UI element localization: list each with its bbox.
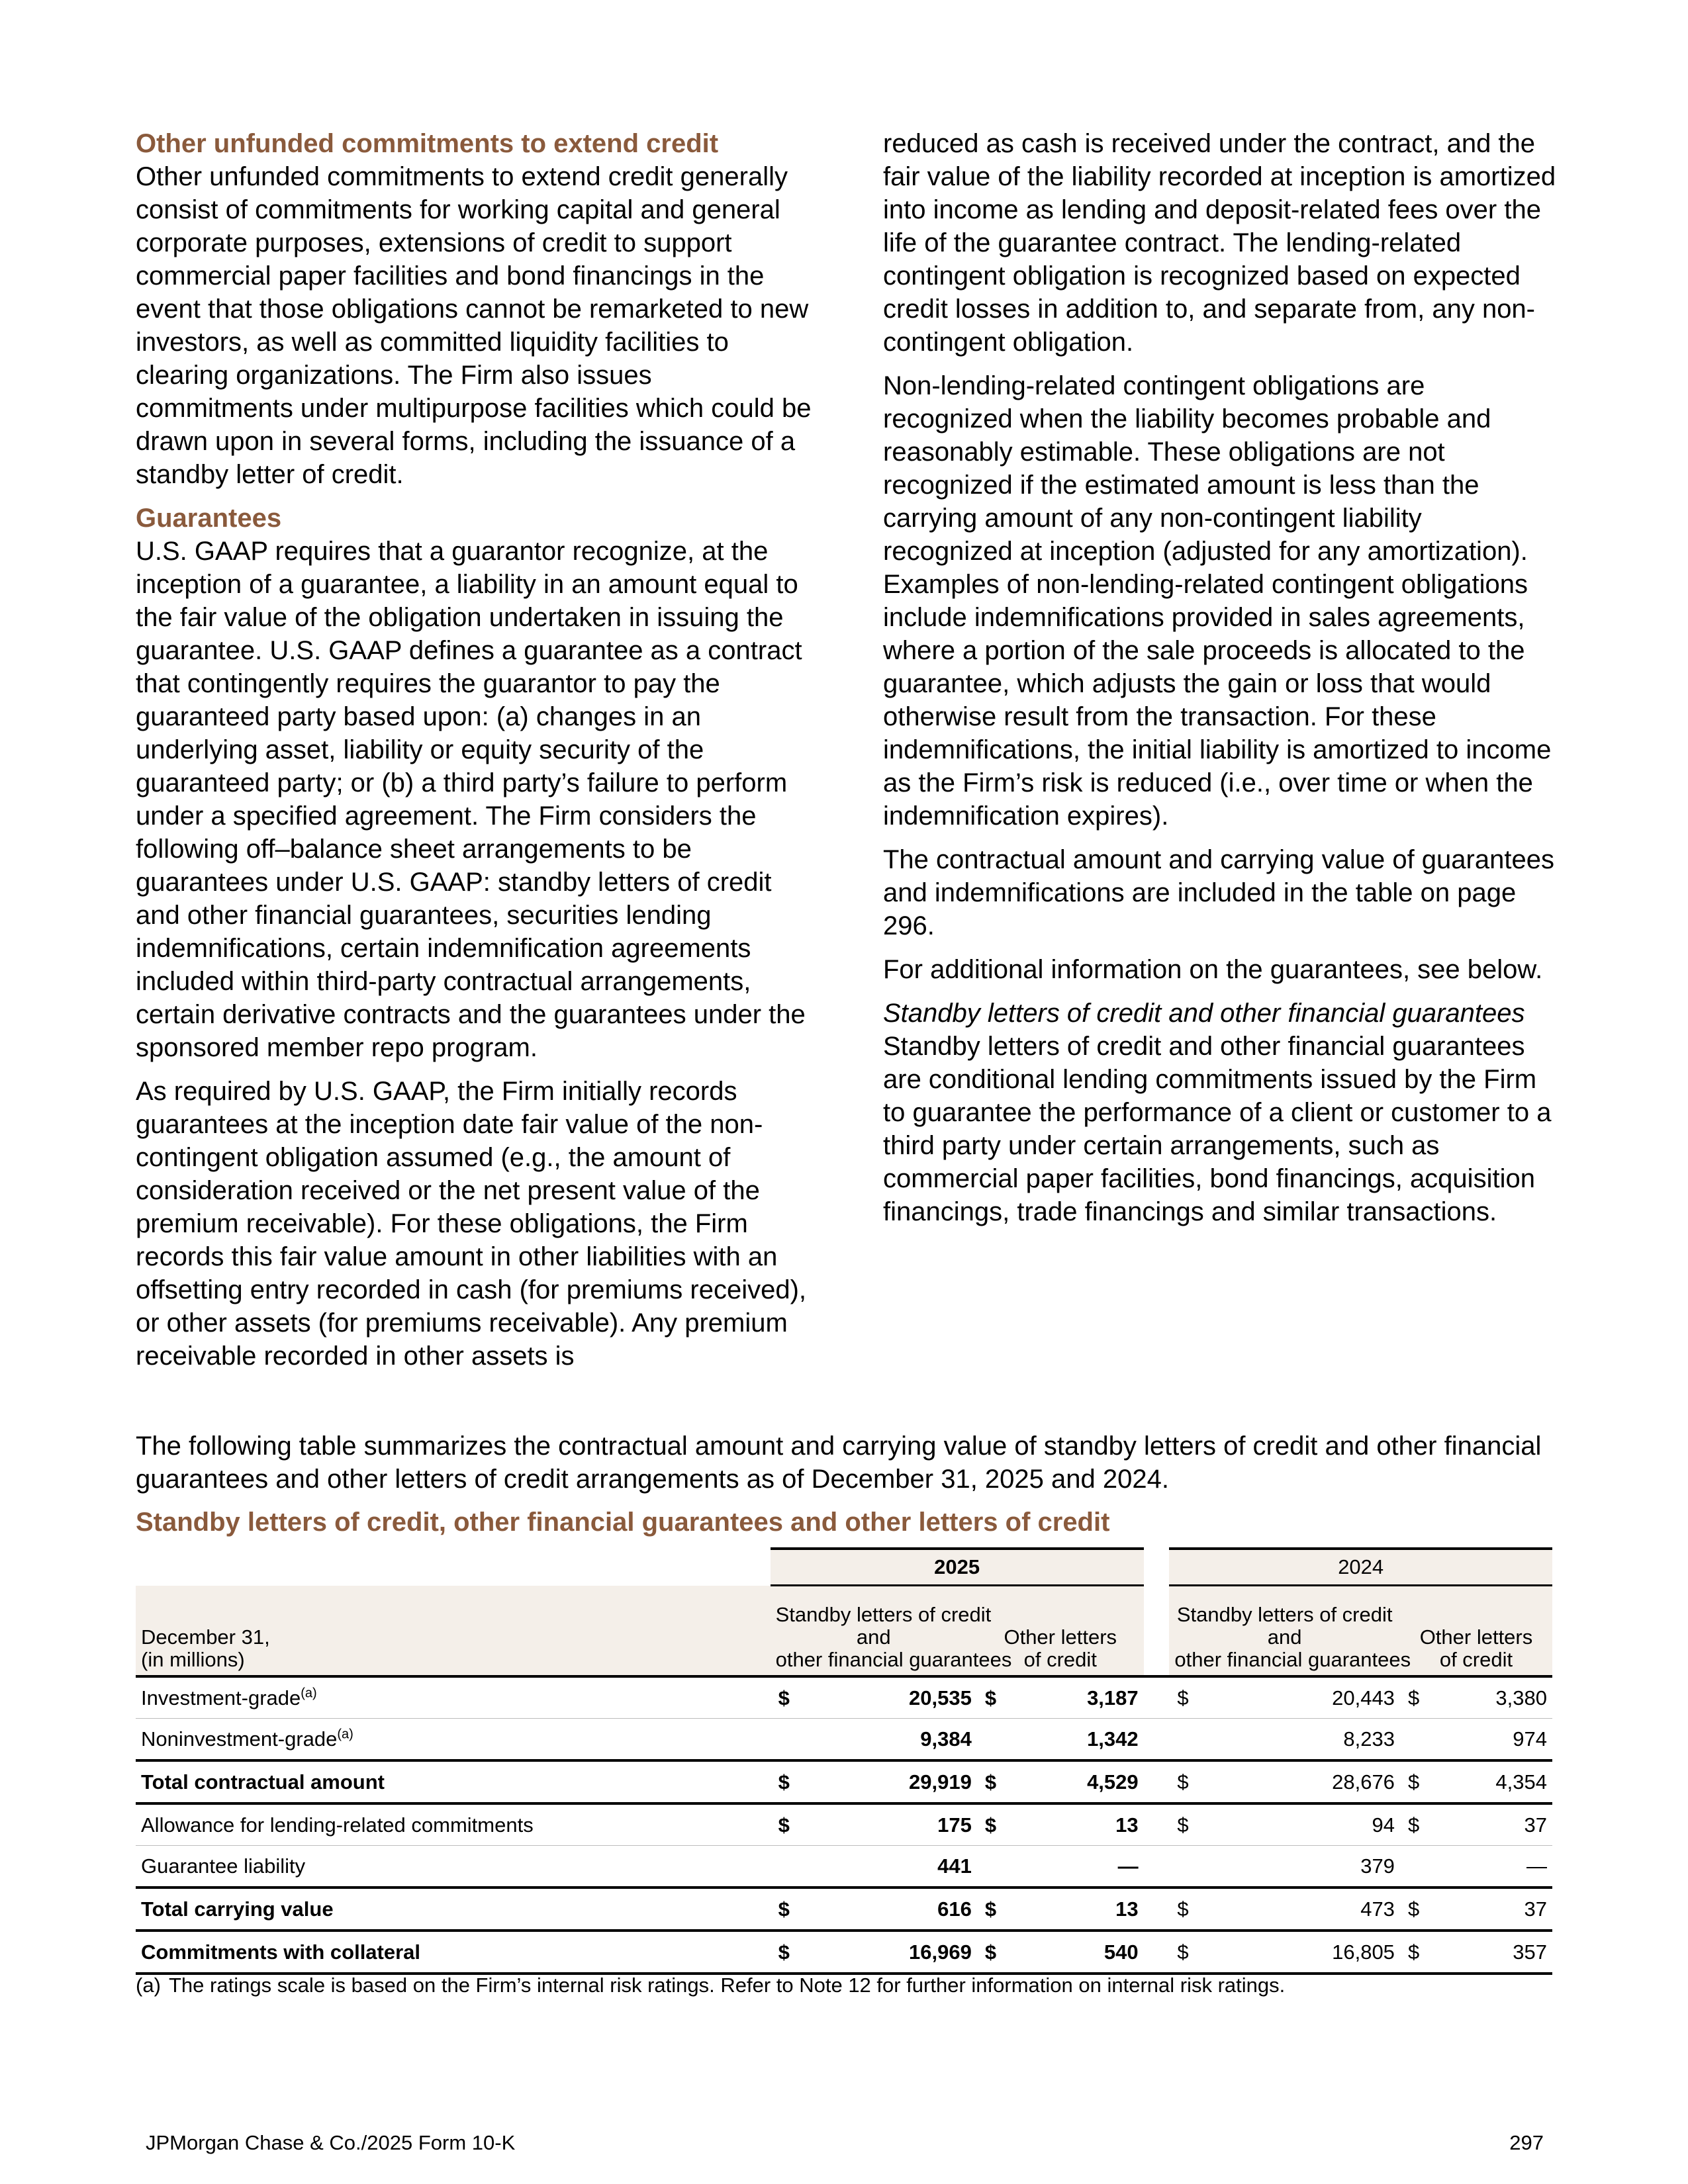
dollar-sign: $ [1169,1676,1225,1719]
table-row-total [136,1888,1552,1931]
cell-value: 9,384 [826,1719,977,1761]
cell-value: 357 [1464,1931,1552,1974]
dollar-sign: $ [977,1888,1041,1931]
cell-value: 4,354 [1464,1760,1552,1803]
col-header-other-2024: Other letters of credit [1400,1586,1552,1677]
cell-value: 13 [1041,1803,1144,1846]
cell-value: 3,187 [1041,1676,1144,1719]
dollar-sign: $ [1169,1888,1225,1931]
table-row [136,1719,1552,1761]
paragraph: reduced as cash is received under the contract, and the fair value of the liability recorded at inception is amortized into income as lending and deposit-related fees over the life of the guarantee contract. The lending-related contingent obligation is recognized based on expected credit losses in addition to, and separate from, any non-contingent obligation. [883,129,1556,357]
section-body: Other unfunded commitments to extend credit generally consist of commitments for working capital and general corporate purposes, extensions of credit to support commercial paper facilities and bond financings in the event that those obligations cannot be remarketed to new investors, as well as committed liquidity facilities to clearing organizations. The Firm also issues commitments under multipurpose facilities which could be drawn upon in several forms, including the issuance of a standby letter of credit. [136,162,812,489]
table-year-row [136,1549,1552,1586]
dollar-sign: $ [1169,1760,1225,1803]
cell-value: 974 [1464,1719,1552,1761]
cell-value: 540 [1041,1931,1144,1974]
cell-value: — [1464,1846,1552,1888]
dollar-sign [771,1846,827,1888]
dollar-sign [1400,1719,1464,1761]
cell-value: 16,805 [1225,1931,1400,1974]
section-standby-letters [883,997,1558,1228]
dollar-sign: $ [977,1931,1041,1974]
cell-value: 37 [1464,1888,1552,1931]
table-row-total [136,1760,1552,1803]
cell-value: 379 [1225,1846,1400,1888]
section-unfunded-commitments [136,127,814,491]
section-body: U.S. GAAP requires that a guarantor recognize, at the inception of a guarantee, a liability in an amount equal to the fair value of the obligation undertaken in issuing the guarantee. U.S. GAAP defines a guarantee as a contract that contingently requires the guarantor to pay the guaranteed party based upon: (a) changes in an underlying asset, liability or equity security of the guaranteed party; or (b) a third party’s failure to perform under a specified agreement. The Firm considers the following off–balance sheet arrangements to be guarantees under U.S. GAAP: standby letters of credit and other financial guarantees, securities lending indemnifications, certain indemnification agreements included within third-party contractual arrangements, certain derivative contracts and the guarantees under the sponsored member repo program. [136,537,806,1062]
cell-value: 3,380 [1464,1676,1552,1719]
table-row [136,1803,1552,1846]
cell-value: 616 [826,1888,977,1931]
left-column [136,127,814,1383]
col-header-standby-2025: Standby letters of credit and other financial guarantees [771,1586,977,1677]
dollar-sign: $ [977,1760,1041,1803]
dollar-sign [977,1719,1041,1761]
page-footer-source: JPMorgan Chase & Co./2025 Form 10-K [146,2131,516,2154]
dollar-sign: $ [1400,1888,1464,1931]
col-header-other-2025: Other letters of credit [977,1586,1144,1677]
cell-value: — [1041,1846,1144,1888]
section-heading: Other unfunded commitments to extend credit [136,129,719,158]
dollar-sign: $ [1169,1803,1225,1846]
cell-value: 37 [1464,1803,1552,1846]
dollar-sign: $ [1400,1676,1464,1719]
cell-value: 13 [1041,1888,1144,1931]
year-2024-header: 2024 [1169,1549,1552,1586]
cell-value: 20,535 [826,1676,977,1719]
dollar-sign: $ [977,1803,1041,1846]
footnote-text: The ratings scale is based on the Firm’s internal risk ratings. Refer to Note 12 for further information on internal risk ratings. [169,1974,1286,1997]
row-label: Noninvestment-grade$^{(a)}$ [136,1719,771,1761]
table-column-header-row [136,1586,1552,1677]
cell-value: 16,969 [826,1931,977,1974]
guarantees-table [136,1547,1552,1975]
table-intro: The following table summarizes the contractual amount and carrying value of standby letters of credit and other financial guarantees and other letters of credit arrangements as of December 31, 2025 and 2024. [136,1432,1542,1494]
section-guarantees [136,502,814,1064]
cell-value: 94 [1225,1803,1400,1846]
dollar-sign: $ [1400,1931,1464,1974]
dollar-sign [771,1719,827,1761]
dollar-sign: $ [771,1760,827,1803]
section-heading: Guarantees [136,504,282,533]
row-label: Allowance for lending-related commitments [136,1803,771,1846]
row-label: Total contractual amount [136,1760,771,1803]
dollar-sign: $ [771,1803,827,1846]
cell-value: 8,233 [1225,1719,1400,1761]
row-label: Guarantee liability [136,1846,771,1888]
paragraph: Non-lending-related contingent obligations are recognized when the liability becomes probable and reasonably estimable. These obligations are not recognized if the estimated amount is less than the carrying amount of any non-contingent liability recognized at inception (adjusted for any amortization). Examples of non-lending-related contingent obligations include indemnifications provided in sales agreements, where a portion of the sale proceeds is allocated to the guarantee, which adjusts the gain or loss that would otherwise result from the transaction. For these indemnifications, the initial liability is amortized to income as the Firm’s risk is reduced (i.e., over time or when the indemnification expires). [883,371,1552,831]
page-number: 297 [1509,2131,1544,2154]
col-header-standby-2024: Standby letters of credit and other financial guarantees [1169,1586,1400,1677]
paragraph: As required by U.S. GAAP, the Firm initially records guarantees at the inception date fair value of the non-contingent obligation assumed (e.g., the amount of consideration received or the net present value of the premium receivable). For these obligations, the Firm records this fair value amount in other liabilities with an offsetting entry recorded in cash (for premiums received), or other assets (for premiums receivable). Any premium receivable recorded in other assets is [136,1077,807,1371]
paragraph: For additional information on the guarantees, see below. [883,955,1543,984]
dollar-sign: $ [1400,1803,1464,1846]
dollar-sign: $ [1169,1931,1225,1974]
table-title: Standby letters of credit, other financial guarantees and other letters of credit [136,1508,1110,1537]
right-column [883,127,1558,1239]
dollar-sign: $ [1400,1760,1464,1803]
dollar-sign [1169,1719,1225,1761]
table-row [136,1676,1552,1719]
cell-value: 4,529 [1041,1760,1144,1803]
cell-value: 473 [1225,1888,1400,1931]
row-label: Commitments with collateral [136,1931,771,1974]
dollar-sign [1400,1846,1464,1888]
footnote-mark: (a) [136,1974,161,1997]
cell-value: 1,342 [1041,1719,1144,1761]
dollar-sign: $ [771,1931,827,1974]
table-row-total [136,1931,1552,1974]
dollar-sign [977,1846,1041,1888]
sub-heading: Standby letters of credit and other financial guarantees [883,999,1525,1028]
table-row [136,1846,1552,1888]
year-2025-header: 2025 [771,1549,1144,1586]
dollar-sign [1169,1846,1225,1888]
cell-value: 441 [826,1846,977,1888]
row-header: December 31, (in millions) [136,1586,771,1677]
cell-value: 29,919 [826,1760,977,1803]
dollar-sign: $ [771,1888,827,1931]
section-body: Standby letters of credit and other financial guarantees are conditional lending commitments issued by the Firm to guarantee the performance of a client or customer to a third party under certain arrangements, such as commercial paper facilities, bond financings, acquisition financings, trade financings and similar transactions. [883,1032,1552,1226]
cell-value: 20,443 [1225,1676,1400,1719]
dollar-sign: $ [771,1676,827,1719]
dollar-sign: $ [977,1676,1041,1719]
cell-value: 175 [826,1803,977,1846]
row-label: Investment-grade$^{(a)}$ [136,1676,771,1719]
cell-value: 28,676 [1225,1760,1400,1803]
paragraph: The contractual amount and carrying value of guarantees and indemnifications are included in the table on page 296. [883,845,1554,940]
table-footnote [136,1972,1552,1999]
row-label: Total carrying value [136,1888,771,1931]
